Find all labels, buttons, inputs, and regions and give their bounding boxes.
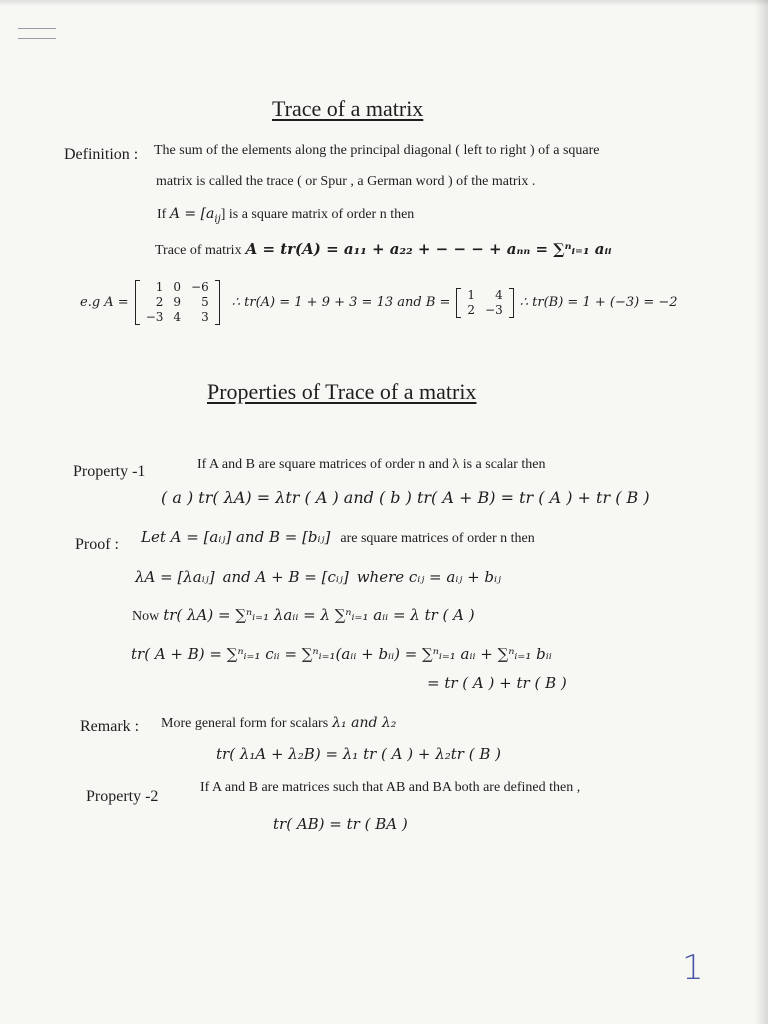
punch-hole-mark bbox=[18, 28, 56, 52]
remark-text-b: λ₁ and λ₂ bbox=[332, 715, 397, 731]
proof-line-2-c: where cᵢⱼ = aᵢⱼ + bᵢⱼ bbox=[356, 568, 501, 586]
matrix-a-cell: 2 bbox=[155, 295, 164, 309]
proof-line-2-b: and A + B = [cᵢⱼ] bbox=[222, 568, 349, 586]
definition-line-1: The sum of the elements along the principal diagonal ( left to right ) of a square bbox=[154, 143, 600, 158]
scan-edge-shadow bbox=[754, 0, 768, 1024]
matrix-b-cell: −3 bbox=[485, 302, 503, 317]
proof-label: Proof : bbox=[75, 536, 119, 553]
matrix-b-cell: 2 bbox=[467, 302, 476, 317]
example-row bbox=[80, 280, 678, 325]
definition-line-3 bbox=[157, 206, 414, 225]
properties-title: Properties of Trace of a matrix bbox=[207, 379, 477, 404]
property-1-text: If A and B are square matrices of order n and λ is a scalar then bbox=[197, 457, 546, 472]
definition-line-3-end: ] is a square matrix of order n then bbox=[220, 207, 415, 222]
page-number: 1 bbox=[682, 948, 704, 988]
proof-line-5: = tr ( A ) + tr ( B ) bbox=[427, 674, 567, 692]
definition-line-3-math: A = [a bbox=[169, 206, 215, 222]
property-2-label: Property -2 bbox=[86, 788, 159, 805]
remark-formula: tr( λ₁A + λ₂B) = λ₁ tr ( A ) + λ₂tr ( B ) bbox=[216, 745, 501, 763]
matrix-a-cell: −3 bbox=[145, 310, 164, 324]
proof-line-3-now: Now bbox=[132, 609, 160, 624]
proof-line-1-text: are square matrices of order n then bbox=[340, 531, 535, 546]
matrix-a-cell: 0 bbox=[173, 280, 182, 294]
property-2-formula: tr( AB) = tr ( BA ) bbox=[273, 815, 408, 833]
proof-line-4: tr( A + B) = ∑ⁿᵢ₌₁ cᵢᵢ = ∑ⁿᵢ₌₁(aᵢᵢ + bᵢᵢ) = ∑ⁿᵢ₌₁ aᵢᵢ + ∑ⁿᵢ₌₁ bᵢᵢ bbox=[131, 645, 552, 663]
proof-line-3-math: tr( λA) = ∑ⁿᵢ₌₁ λaᵢᵢ = λ ∑ⁿᵢ₌₁ aᵢᵢ = λ tr ( A ) bbox=[163, 606, 475, 624]
property-1-formula: ( a ) tr( λA) = λtr ( A ) and ( b ) tr( A + B) = tr ( A ) + tr ( B ) bbox=[161, 488, 650, 507]
proof-line-2 bbox=[135, 568, 501, 587]
matrix-a-cell: 5 bbox=[201, 295, 209, 309]
matrix-a-cell: 9 bbox=[173, 295, 182, 309]
page-title: Trace of a matrix bbox=[272, 96, 424, 121]
definition-line-2: matrix is called the trace ( or Spur , a German word ) of the matrix . bbox=[156, 174, 536, 189]
remark-label: Remark : bbox=[80, 718, 140, 735]
remark-text bbox=[161, 714, 396, 732]
matrix-a-cell: 3 bbox=[201, 310, 209, 324]
matrix-a bbox=[135, 280, 220, 325]
matrix-b-cell: 1 bbox=[467, 287, 476, 302]
matrix-b-cell: 4 bbox=[495, 287, 503, 302]
property-1-label: Property -1 bbox=[73, 463, 146, 480]
matrix-a-cell: −6 bbox=[191, 280, 209, 294]
trace-formula-text: Trace of matrix bbox=[155, 243, 242, 258]
example-middle: ∴ tr(A) = 1 + 9 + 3 = 13 and B = bbox=[231, 295, 451, 310]
definition-label: Definition : bbox=[64, 146, 139, 163]
property-2-text: If A and B are matrices such that AB and BA both are defined then , bbox=[200, 780, 581, 795]
trace-formula-math: A = tr(A) = a₁₁ + a₂₂ + − − − + aₙₙ = ∑ⁿᵢ₌₁ aᵢᵢ bbox=[245, 240, 612, 258]
remark-text-a: More general form for scalars bbox=[161, 716, 329, 731]
proof-line-1 bbox=[141, 528, 535, 547]
proof-line-2-a: λA = [λaᵢⱼ] bbox=[135, 568, 215, 586]
example-suffix: ∴ tr(B) = 1 + (−3) = −2 bbox=[519, 295, 678, 310]
matrix-b bbox=[456, 288, 513, 318]
example-prefix: e.g A = bbox=[80, 295, 129, 310]
matrix-a-cell: 1 bbox=[155, 280, 164, 294]
definition-line-3-sub: ij bbox=[214, 213, 221, 225]
proof-line-1-math: Let A = [aᵢⱼ] and B = [bᵢⱼ] bbox=[141, 528, 331, 546]
proof-line-3 bbox=[132, 606, 475, 625]
scan-top-shadow bbox=[0, 0, 768, 6]
matrix-a-cell: 4 bbox=[173, 310, 182, 324]
trace-formula bbox=[155, 240, 612, 259]
definition-line-3-text: If bbox=[157, 207, 167, 222]
